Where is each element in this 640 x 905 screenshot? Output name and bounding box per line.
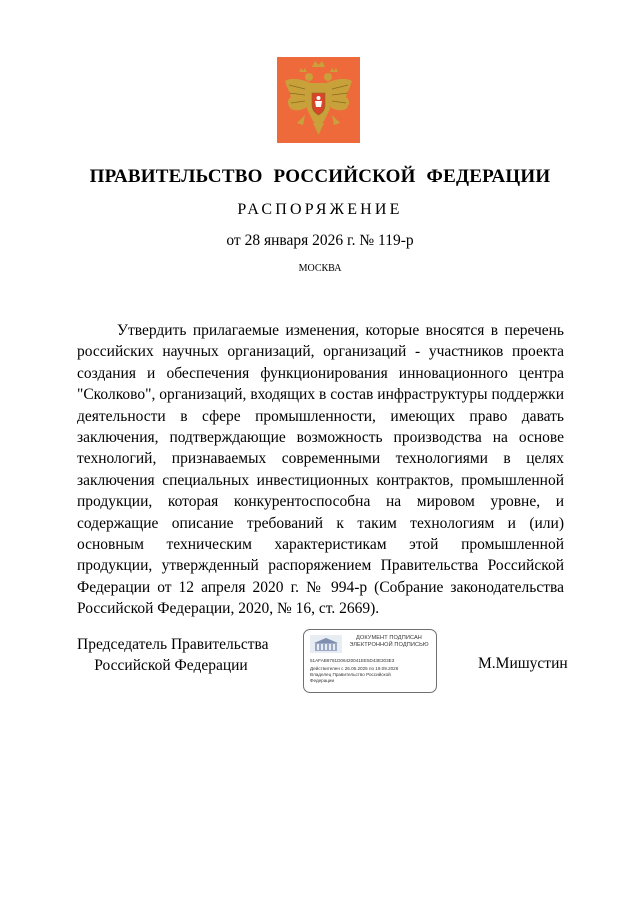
stamp-title [344, 635, 434, 650]
stamp-title-line2: ЭЛЕКТРОННОЙ ПОДПИСЬЮ [349, 642, 429, 649]
electronic-signature-stamp [303, 629, 437, 693]
document-type: РАСПОРЯЖЕНИЕ [237, 201, 403, 218]
document-city: МОСКВА [298, 263, 342, 274]
stamp-owner-line1: Владелец Правительство Российской [310, 672, 391, 677]
coat-of-arms-icon [277, 57, 360, 143]
government-title: ПРАВИТЕЛЬСТВО РОССИЙСКОЙ ФЕДЕРАЦИИ [89, 166, 551, 187]
stamp-title-line1: ДОКУМЕНТ ПОДПИСАН [356, 635, 422, 641]
stamp-serial: 51AFAB8781D06420041EE5D43E303E3 [310, 658, 395, 663]
document-date-number: от 28 января 2026 г. № 119-р [226, 232, 414, 249]
signatory-position [77, 634, 269, 676]
signatory-position-line2: Российской Федерации [94, 657, 248, 674]
order-paragraph: Утвердить прилагаемые изменения, которые вносятся в перечень российских научных организаций, организаций - участников проекта создания и обеспечения функционирования инновационного центра "Сколково", организаций, входящих в состав инфраструктуры поддержки деятельности в сфере промышленности, имеющих право давать заключения, подтверждающие возможность производства на основе технологий, признаваемых современными технологиями в целях заключения специальных инвестиционных контрактов, промышленной продукции, которая конкурентоспособна на мировом уровне, и содержащие описание требований к таким технологиям и (или) основным техническим характеристикам этой промышленной продукции, утвержденный распоряжением Правительства Российской Федерации от 12 апреля 2020 г. № 994-р (Собрание законодательства Российской Федерации, 2020, № 16, ст. 2669). [77, 322, 564, 618]
stamp-owner-line2: Федерации [310, 678, 335, 683]
stamp-validity: Действителен с 26.06.2025 по 19.09.2026 [310, 666, 399, 671]
signatory-name: М.Мишустин [478, 655, 568, 672]
signatory-position-line1: Председатель Правительства [77, 636, 269, 653]
government-building-icon [310, 635, 342, 653]
